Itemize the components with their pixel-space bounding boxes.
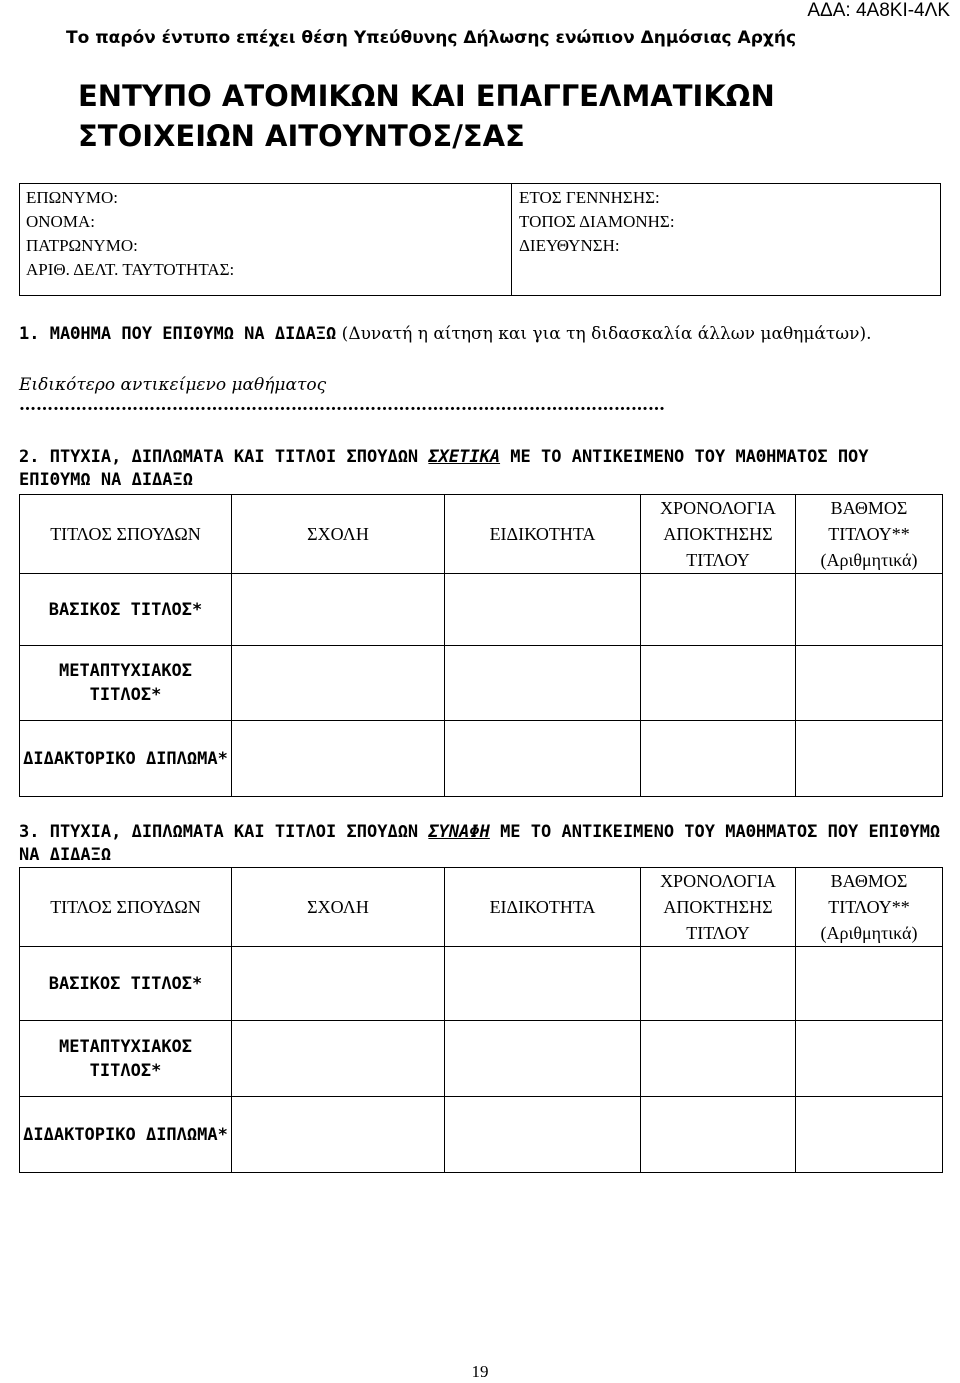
col-header-title: ΤΙΤΛΟΣ ΣΠΟΥΔΩΝ — [20, 495, 232, 574]
section-2-heading-a: 2. ΠΤΥΧΙΑ, ΔΙΠΛΩΜΑΤΑ ΚΑΙ ΤΙΤΛΟΙ ΣΠΟΥΔΩΝ — [19, 447, 429, 467]
table-cell[interactable] — [796, 1097, 943, 1173]
table-cell[interactable] — [445, 947, 641, 1021]
personal-details-right — [511, 184, 940, 295]
form-title — [78, 76, 775, 156]
table-cell[interactable] — [641, 1021, 796, 1097]
col-header-school: ΣΧΟΛΗ — [232, 868, 445, 947]
table-row — [20, 1097, 943, 1173]
table-cell[interactable] — [641, 721, 796, 797]
table-row — [20, 646, 943, 721]
section-2-table — [19, 494, 943, 797]
col-header-title: ΤΙΤΛΟΣ ΣΠΟΥΔΩΝ — [20, 868, 232, 947]
personal-details-left — [20, 184, 511, 295]
table-cell[interactable] — [445, 1097, 641, 1173]
table-cell[interactable] — [641, 1097, 796, 1173]
table-cell[interactable] — [641, 574, 796, 646]
table-cell[interactable] — [796, 646, 943, 721]
section-3-table — [19, 867, 943, 1173]
page-number: 19 — [471, 1362, 489, 1381]
col-header-grade: ΒΑΘΜΟΣ ΤΙΤΛΟΥ** (Αριθμητικά) — [796, 495, 943, 574]
surname-field[interactable]: ΕΠΩΝΥΜΟ: — [26, 188, 118, 207]
table-header-row — [20, 868, 943, 947]
row-label-basic: ΒΑΣΙΚΟΣ ΤΙΤΛΟΣ* — [20, 947, 232, 1021]
col-header-grade: ΒΑΘΜΟΣ ΤΙΤΛΟΥ** (Αριθμητικά) — [796, 868, 943, 947]
table-cell[interactable] — [796, 721, 943, 797]
col-header-specialty: ΕΙΔΙΚΟΤΗΤΑ — [445, 868, 641, 947]
birth-year-field[interactable]: ΕΤΟΣ ΓΕΝΝΗΣΗΣ: — [519, 188, 660, 207]
table-row — [20, 721, 943, 797]
first-name-field[interactable]: ΟΝΟΜΑ: — [26, 212, 95, 231]
table-cell[interactable] — [232, 646, 445, 721]
personal-details-box — [19, 183, 941, 296]
table-cell[interactable] — [445, 646, 641, 721]
row-label-doctorate: ΔΙΔΑΚΤΟΡΙΚΟ ΔΙΠΛΩΜΑ* — [20, 1097, 232, 1173]
table-row — [20, 1021, 943, 1097]
section-1 — [19, 322, 944, 346]
form-title-line-2: ΣΤΟΙΧΕΙΩΝ ΑΙΤΟΥΝΤΟΣ/ΣΑΣ — [78, 119, 525, 153]
section-1-heading: 1. ΜΑΘΗΜΑ ΠΟΥ ΕΠΙΘΥΜΩ ΝΑ ΔΙΔΑΞΩ — [19, 324, 337, 344]
residence-place-field[interactable]: ΤΟΠΟΣ ΔΙΑΜΟΝΗΣ: — [519, 212, 675, 231]
table-cell[interactable] — [796, 947, 943, 1021]
table-cell[interactable] — [445, 721, 641, 797]
table-cell[interactable] — [641, 646, 796, 721]
section-2-heading — [19, 446, 944, 492]
table-cell[interactable] — [641, 947, 796, 1021]
ada-code: ΑΔΑ: 4Α8ΚΙ-4ΛΚ — [807, 0, 950, 21]
solemn-declaration-notice: Το παρόν έντυπο επέχει θέση Υπεύθυνης Δήλωσης ενώπιον Δημόσιας Αρχής — [66, 28, 797, 48]
fathers-name-field[interactable]: ΠΑΤΡΩΝΥΜΟ: — [26, 236, 138, 255]
row-label-doctorate: ΔΙΔΑΚΤΟΡΙΚΟ ΔΙΠΛΩΜΑ* — [20, 721, 232, 797]
table-row — [20, 947, 943, 1021]
id-card-number-field[interactable]: ΑΡΙΘ. ΔΕΛΤ. ΤΑΥΤΟΤΗΤΑΣ: — [26, 260, 235, 279]
table-cell[interactable] — [232, 721, 445, 797]
col-header-specialty: ΕΙΔΙΚΟΤΗΤΑ — [445, 495, 641, 574]
table-cell[interactable] — [232, 947, 445, 1021]
section-3-heading-a: 3. ΠΤΥΧΙΑ, ΔΙΠΛΩΜΑΤΑ ΚΑΙ ΤΙΤΛΟΙ ΣΠΟΥΔΩΝ — [19, 822, 429, 842]
section-1-note: (Δυνατή η αίτηση και για τη διδασκαλία άλλων μαθημάτων). — [336, 324, 872, 344]
table-cell[interactable] — [796, 1021, 943, 1097]
table-cell[interactable] — [232, 1097, 445, 1173]
table-header-row — [20, 495, 943, 574]
col-header-date: ΧΡΟΝΟΛΟΓΙΑ ΑΠΟΚΤΗΣΗΣ ΤΙΤΛΟΥ — [641, 868, 796, 947]
section-1-dotted-line[interactable]: …………………………………………………………………………………………………… — [19, 395, 665, 415]
table-cell[interactable] — [796, 574, 943, 646]
section-3-heading — [19, 821, 944, 867]
section-2-heading-b: ΜΕ ΤΟ ΑΝΤΙΚΕΙΜΕΝΟ ΤΟΥ ΜΑΘΗΜΑΤΟΣ ΠΟΥ ΕΠΙΘΥΜΩ ΝΑ ΔΙΔΑΞΩ — [19, 447, 869, 490]
address-field[interactable]: ΔΙΕΥΘΥΝΣΗ: — [519, 236, 620, 255]
section-3-heading-emphasis: ΣΥΝΑΦΗ — [428, 822, 490, 842]
row-label-basic: ΒΑΣΙΚΟΣ ΤΙΤΛΟΣ* — [20, 574, 232, 646]
row-label-masters: ΜΕΤΑΠΤΥΧΙΑΚΟΣ ΤΙΤΛΟΣ* — [20, 1021, 232, 1097]
col-header-date: ΧΡΟΝΟΛΟΓΙΑ ΑΠΟΚΤΗΣΗΣ ΤΙΤΛΟΥ — [641, 495, 796, 574]
table-row — [20, 574, 943, 646]
section-3-heading-b: ΜΕ ΤΟ ΑΝΤΙΚΕΙΜΕΝΟ ΤΟΥ ΜΑΘΗΜΑΤΟΣ ΠΟΥ ΕΠΙΘΥΜΩ ΝΑ ΔΙΔΑΞΩ — [19, 822, 941, 865]
section-1-subject: Ειδικότερο αντικείμενο μαθήματος — [19, 375, 327, 395]
table-cell[interactable] — [232, 574, 445, 646]
col-header-school: ΣΧΟΛΗ — [232, 495, 445, 574]
table-cell[interactable] — [232, 1021, 445, 1097]
table-cell[interactable] — [445, 574, 641, 646]
section-2-heading-emphasis: ΣΧΕΤΙΚΑ — [428, 447, 501, 467]
row-label-masters: ΜΕΤΑΠΤΥΧΙΑΚΟΣ ΤΙΤΛΟΣ* — [20, 646, 232, 721]
table-cell[interactable] — [445, 1021, 641, 1097]
form-title-line-1: ΕΝΤΥΠΟ ΑΤΟΜΙΚΩΝ ΚΑΙ ΕΠΑΓΓΕΛΜΑΤΙΚΩΝ — [78, 79, 775, 113]
